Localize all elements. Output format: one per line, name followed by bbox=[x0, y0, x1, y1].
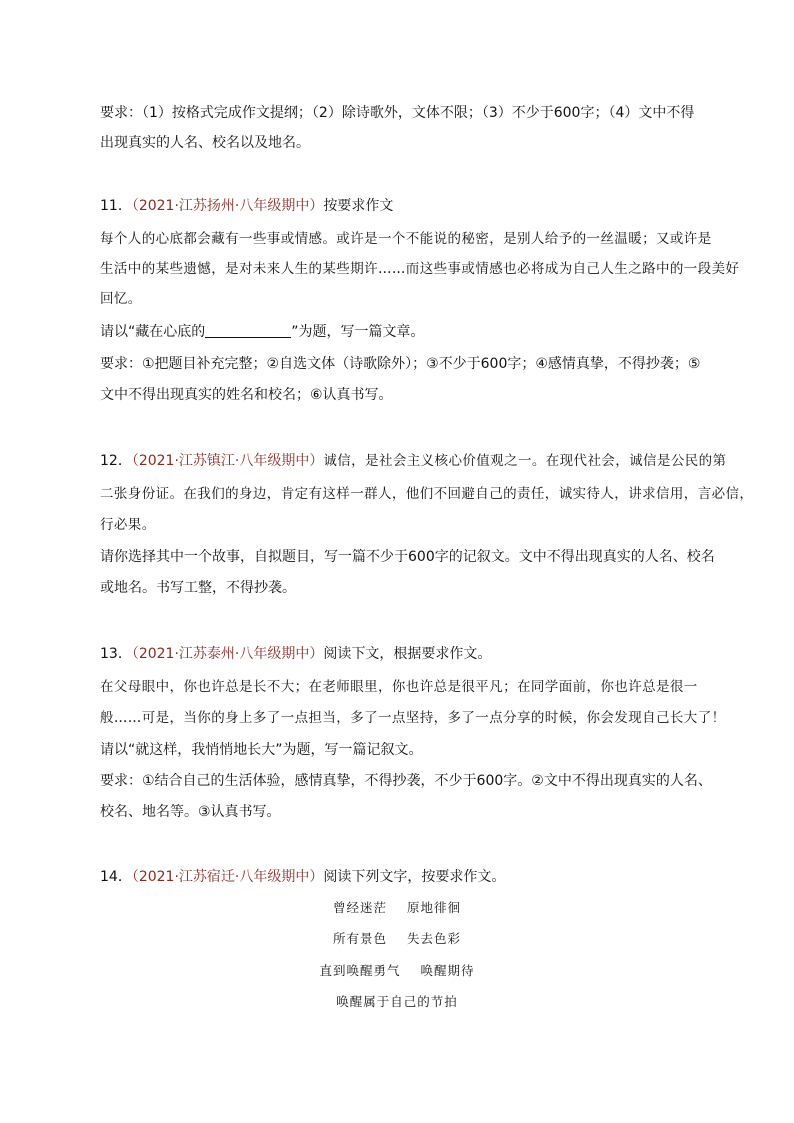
question-13-number: 13． bbox=[100, 646, 132, 662]
intro-requirement-line-1: 要求：（1）按格式完成作文提纲；（2）除诗歌外，文体不限；（3）不少于600字；（4）文中不得 bbox=[100, 105, 695, 121]
poem-line-4: 唤醒属于自己的节拍 bbox=[336, 994, 458, 1009]
question-14-number: 14． bbox=[100, 869, 132, 885]
question-12-requirement-line-1: 请你选择其中一个故事，自拟题目，写一篇不少于600字的记叙文。文中不得出现真实的人名、校名 bbox=[100, 549, 715, 565]
poem-line-2: 所有景色 失去色彩 bbox=[333, 931, 461, 946]
question-12-passage-line-1: 诚信，是社会主义核心价值观之一。在现代社会，诚信是公民的第 bbox=[323, 453, 727, 469]
question-14-title: 阅读下列文字，按要求作文。 bbox=[323, 869, 506, 885]
intro-requirement-line-2: 出现真实的人名、校名以及地名。 bbox=[100, 135, 310, 151]
question-14-source: （2021·江苏宿迁·八年级期中） bbox=[131, 869, 324, 885]
question-12-passage-line-3: 行必果。 bbox=[100, 517, 156, 533]
question-11-passage-line-1: 每个人的心底都会藏有一些事或情感。或许是一个不能说的秘密，是别人给予的一丝温暖；又或许是 bbox=[100, 231, 712, 247]
question-12-requirement-line-2: 或地名。书写工整，不得抄袭。 bbox=[100, 580, 296, 596]
question-14-heading bbox=[100, 867, 720, 887]
question-11-prompt-before: 请以“藏在心底的 bbox=[100, 324, 206, 340]
question-11-heading bbox=[100, 196, 720, 216]
question-12-number: 12． bbox=[100, 453, 132, 469]
question-12-heading bbox=[100, 451, 727, 471]
question-13-passage-line-2: 般……可是，当你的身上多了一点担当，多了一点坚持，多了一点分享的时候，你会发现自己长大了！ bbox=[100, 710, 726, 726]
question-11-passage-line-3: 回忆。 bbox=[100, 291, 142, 307]
question-13-title: 阅读下文，根据要求作文。 bbox=[323, 646, 492, 662]
poem-line-1: 曾经迷茫 原地徘徊 bbox=[333, 900, 461, 915]
question-13-passage-line-1: 在父母眼中，你也许总是长不大；在老师眼里，你也许总是很平凡；在同学面前，你也许总是很一 bbox=[100, 679, 698, 695]
question-13-prompt: 请以“就这样，我悄悄地长大”为题，写一篇记叙文。 bbox=[100, 742, 423, 758]
poem-line-3: 直到唤醒勇气 唤醒期待 bbox=[319, 963, 475, 978]
question-13-source: （2021·江苏泰州·八年级期中） bbox=[131, 646, 324, 662]
question-11-source: （2021·江苏扬州·八年级期中） bbox=[131, 198, 324, 214]
question-12-source: （2021·江苏镇江·八年级期中） bbox=[131, 453, 324, 469]
question-13-heading bbox=[100, 644, 720, 664]
question-11-prompt bbox=[100, 322, 720, 342]
question-11-prompt-after: ”为题，写一篇文章。 bbox=[291, 324, 425, 340]
title-blank bbox=[205, 323, 291, 338]
question-13-requirement-line-2: 校名、地名等。③认真书写。 bbox=[100, 804, 281, 820]
question-11-requirement-line-1: 要求：①把题目补充完整；②自选文体（诗歌除外）；③不少于600字；④感情真挚，不得抄袭；⑤ bbox=[100, 356, 701, 372]
question-13-requirement-line-1: 要求：①结合自己的生活体验，感情真挚，不得抄袭，不少于600字。②文中不得出现真实的人名、 bbox=[100, 773, 712, 789]
question-11-requirement-line-2: 文中不得出现真实的姓名和校名；⑥认真书写。 bbox=[100, 387, 393, 403]
question-11-number: 11． bbox=[100, 198, 132, 214]
question-12-passage-line-2: 二张身份证。在我们的身边，肯定有这样一群人，他们不回避自己的责任，诚实待人，讲求信用，言必信， bbox=[100, 486, 754, 502]
question-11-passage-line-2: 生活中的某些遗憾，是对未来人生的某些期许……而这些事或情感也必将成为自己人生之路中的一段美好 bbox=[100, 261, 740, 277]
question-11-title: 按要求作文 bbox=[323, 198, 394, 214]
